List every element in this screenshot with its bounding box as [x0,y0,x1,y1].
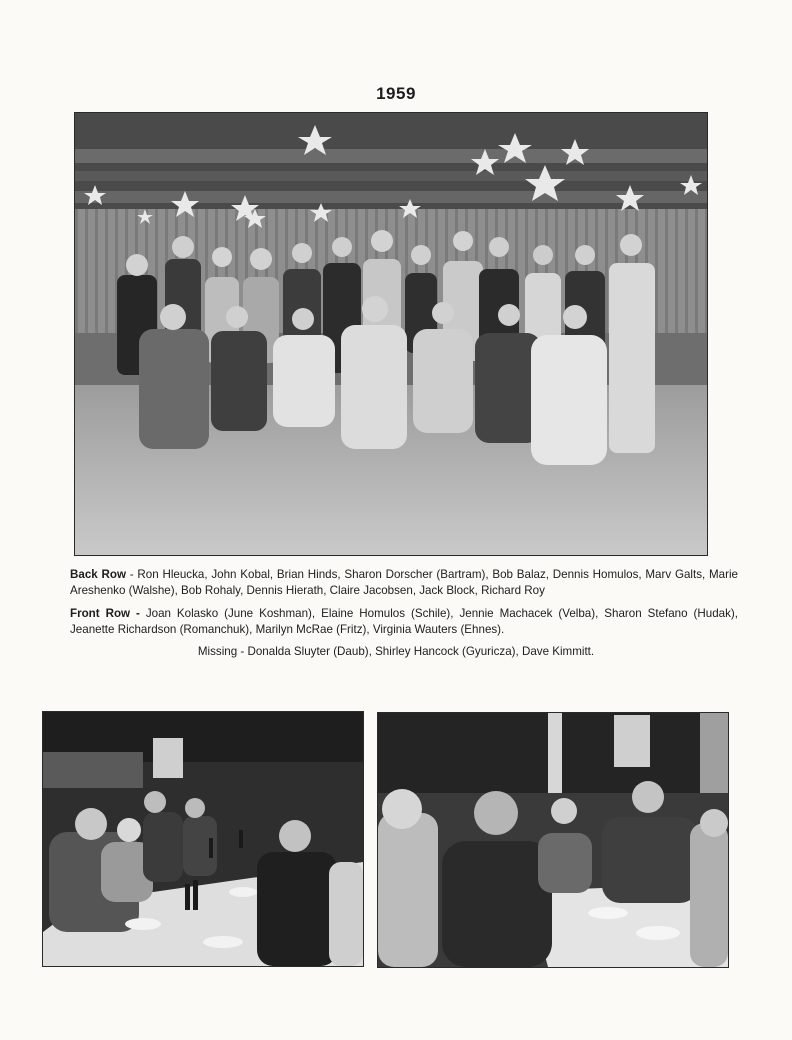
missing-caption: Missing - Donalda Sluyter (Daub), Shirley Hancock (Gyuricza), Dave Kimmitt. [197,645,595,658]
banquet-photo-left-image [43,712,363,966]
banquet-photo-left [42,711,364,967]
back-row-caption [70,567,738,599]
front-row-label: Front Row - [70,607,140,620]
back-row-label: Back Row [70,568,126,581]
group-photo [74,112,708,556]
front-row-names: Joan Kolasko (June Koshman), Elaine Homulos (Schile), Jennie Machacek (Velba), Sharon Stefano (Hudak), Jeanette Richardson (Romanchuk), Marilyn McRae (Fritz), Virginia Wauters (Ehnes). [70,607,738,636]
year-heading: 1959 [376,84,416,103]
back-row-names: - Ron Hleucka, John Kobal, Brian Hinds, Sharon Dorscher (Bartram), Bob Balaz, Dennis Homulos, Marv Galts, Marie Areshenko (Walshe), Bob Rohaly, Dennis Hierath, Claire Jacobsen, Jack Block, Richard Roy [70,568,738,597]
banquet-photo-right-image [378,713,728,967]
group-photo-image [75,113,707,555]
banquet-photo-right [377,712,729,968]
front-row-caption [70,606,738,638]
